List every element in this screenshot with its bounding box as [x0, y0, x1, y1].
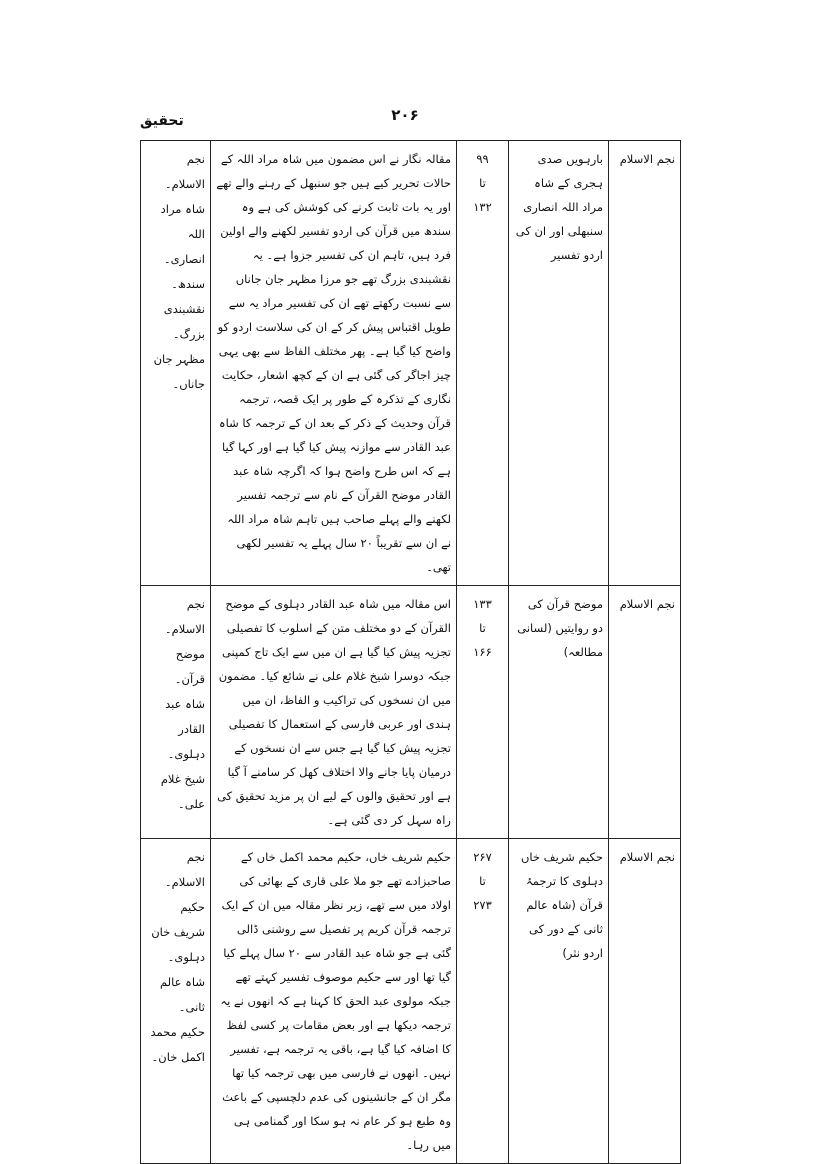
index-table — [140, 140, 681, 1164]
table-row — [141, 839, 681, 1164]
keyword: نجم الاسلام۔ — [164, 850, 205, 889]
keyword: موضح قرآن۔ — [174, 647, 205, 686]
table-row — [141, 141, 681, 586]
keyword: شاہ مراد اللہ — [160, 202, 205, 241]
title-cell: حکیم شریف خاں دہلوی کا ترجمۂ قرآن (شاہ عالم ثانی کے دور کی اردو نثر) — [509, 839, 609, 1164]
author-cell: نجم الاسلام — [609, 839, 681, 1164]
page-from: ۱۳۳ — [473, 597, 492, 611]
page-to: ۱۳۲ — [473, 200, 492, 214]
summary-cell: مقالہ نگار نے اس مضمون میں شاہ مراد اللہ کے حالات تحریر کیے ہیں جو سنبھل کے رہنے والے تھے اور یہ بات ثابت کرنے کی کوشش کی ہے وہ سندھ میں قرآن کی اردو تفسیر لکھنے والے اولین فرد ہیں، تاہم ان کی تفسیر جزوا ہے۔ یہ نقشبندی بزرگ تھے جو مرزا مظہر جان جاناں سے نسبت رکھتے تھے ان کی تفسیر مراد یہ سے طویل اقتباس پیش کر کے ان کی سلاست اردو کو واضح کیا گیا ہے۔ پھر مختلف الفاظ سے بھی یہی چیز اجاگر کی گئی ہے ان کے کچھ اشعار، حکایت نگاری کے تذکرہ کے طور پر ایک قصہ، ترجمہ قرآن وحدیث کے ذکر کے بعد ان کے ترجمہ کا شاہ عبد القادر سے موازنہ پیش کیا گیا ہے اور کہا گیا ہے کہ اس طرح واضح ہوا کہ اگرچہ شاہ عبد القادر موضح القرآن کے نام سے ترجمہ تفسیر لکھنے والے پہلے صاحب ہیں تاہم شاہ مراد اللہ نے ان سے تقریباً ۲۰ سال پہلے یہ تفسیر لکھی تھی۔ — [211, 141, 457, 586]
keyword: نجم الاسلام۔ — [164, 152, 205, 191]
keyword: دہلوی۔ — [167, 747, 205, 761]
keyword: حکیم محمد اکمل خان۔ — [150, 1025, 205, 1064]
keywords-cell — [141, 586, 211, 839]
title-cell: موضح قرآن کی دو روایتیں (لسانی مطالعہ) — [509, 586, 609, 839]
keyword: شاہ عالم ثانی۔ — [159, 975, 205, 1014]
keyword: نقشبندی بزرگ۔ — [163, 302, 205, 341]
keyword: شیخ غلام علی۔ — [160, 772, 205, 811]
keywords-cell — [141, 141, 211, 586]
summary-cell: حکیم شریف خاں، حکیم محمد اکمل خاں کے صاحبزادے تھے جو ملا علی قاری کے بھائی کی اولاد میں سے تھے، زیر نظر مقالہ میں ان کے ایک ترجمہ قرآن کریم پر تفصیل سے روشنی ڈالی گئی ہے جو شاہ عبد القادر سے ۲۰ سال پہلے کیا گیا تھا اور سے حکیم موصوف تفسیر کہتے تھے جبکہ مولوی عبد الحق کا کہنا ہے کہ انھوں نے یہ ترجمہ دیکھا ہے اور بعض مقامات پر کسی لفظ کا اضافہ کیا گیا ہے، باقی یہ ترجمہ ہے، تفسیر نہیں۔ انھوں نے فارسی میں بھی ترجمہ کیا تھا مگر ان کے جانشینوں کی عدم دلچسپی کے باعث وہ طبع ہو کر عام نہ ہو سکا اور گمنامی ہی میں رہا۔ — [211, 839, 457, 1164]
page-sep: تا — [479, 176, 486, 190]
keyword: دہلوی۔ — [167, 950, 205, 964]
keyword: مظہر جان جاناں۔ — [153, 352, 205, 391]
keyword: حکیم شریف خان — [151, 900, 205, 939]
page-from: ۲۶۷ — [473, 850, 492, 864]
author-cell: نجم الاسلام — [609, 141, 681, 586]
page-to: ۱۶۶ — [473, 645, 492, 659]
page-from: ۹۹ — [476, 152, 489, 166]
keywords-cell — [141, 839, 211, 1164]
title-cell: بارہویں صدی ہجری کے شاہ مراد اللہ انصاری سنبھلی اور ان کی اردو تفسیر — [509, 141, 609, 586]
page-sep: تا — [479, 621, 486, 635]
keyword: شاہ عبد القادر — [165, 697, 205, 736]
keyword: نجم الاسلام۔ — [164, 597, 205, 636]
pages-cell — [457, 141, 509, 586]
keyword: سندھ۔ — [171, 277, 205, 291]
table-row — [141, 586, 681, 839]
summary-cell: اس مقالہ میں شاہ عبد القادر دہلوی کے موضح القرآن کے دو مختلف متن کے اسلوب کا تفصیلی تجزیہ پیش کیا گیا ہے ان میں سے ایک تاج کمپنی جبکہ دوسرا شیخ غلام علی نے شائع کیا۔ مضمون میں ان نسخوں کی تراکیب و الفاظ، ان میں ہندی اور عربی فارسی کے استعمال کا تفصیلی تجزیہ پیش کیا گیا ہے جس سے ان نسخوں کے درمیان پایا جانے والا اختلاف کھل کر سامنے آ گیا ہے اور تحقیق والوں کے لیے ان پر مزید تحقیق کی راہ سہل کر دی گئی ہے۔ — [211, 586, 457, 839]
keyword: انصاری۔ — [163, 252, 205, 266]
pages-cell — [457, 839, 509, 1164]
author-cell: نجم الاسلام — [609, 586, 681, 839]
journal-name: تحقیق — [140, 113, 184, 129]
page-to: ۲۷۳ — [473, 898, 492, 912]
page-sep: تا — [479, 874, 486, 888]
page-number: ۲۰۶ — [391, 106, 419, 124]
pages-cell — [457, 586, 509, 839]
